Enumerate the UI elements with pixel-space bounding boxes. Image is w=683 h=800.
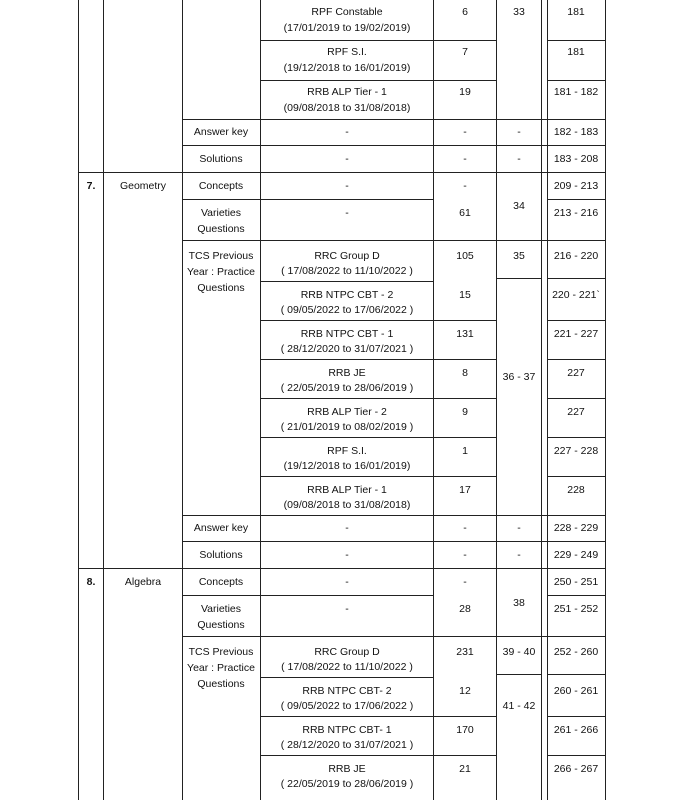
section-label: Varieties Questions	[197, 207, 245, 235]
exam-name: RRB ALP Tier - 1	[307, 86, 387, 98]
exam-period: ( 22/05/2019 to 28/06/2019 )	[280, 778, 414, 790]
exam-period: ( 28/12/2020 to 31/07/2021 )	[280, 343, 414, 355]
exam-name: RRB NTPC CBT- 2	[302, 685, 392, 697]
question-count: 28	[459, 603, 471, 615]
exam-name: RRB NTPC CBT- 1	[302, 724, 392, 736]
question-count: 170	[456, 724, 474, 736]
page-range: 181	[567, 6, 585, 18]
page-range: 221 - 227	[553, 328, 599, 340]
row-border	[547, 119, 605, 120]
exam-period: ( 09/05/2022 to 17/06/2022 )	[280, 304, 414, 316]
exam-name: RRB ALP Tier - 2	[307, 406, 387, 418]
column-border	[547, 0, 548, 800]
row-border	[547, 320, 605, 321]
row-border	[182, 541, 605, 542]
page-range: 181	[567, 46, 585, 58]
section-label: Varieties Questions	[197, 603, 245, 631]
row-border	[182, 240, 605, 241]
section-mid: -	[345, 207, 349, 219]
question-count: 105	[456, 250, 474, 262]
chapter-topic: Geometry	[119, 180, 167, 192]
question-count: 12	[459, 685, 471, 697]
chapter-number: 7.	[86, 180, 96, 192]
question-count: 19	[459, 86, 471, 98]
row-border	[547, 476, 605, 477]
question-count: 131	[456, 328, 474, 340]
exam-period: ( 21/01/2019 to 08/02/2019 )	[280, 421, 414, 433]
question-count: 17	[459, 484, 471, 496]
row-border	[547, 674, 605, 675]
exercise-number: -	[517, 549, 521, 561]
page-range: 229 - 249	[553, 549, 599, 561]
exam-period: ( 17/08/2022 to 11/10/2022 )	[281, 265, 413, 277]
row-border	[547, 359, 605, 360]
page-range: 266 - 267	[553, 763, 599, 775]
column-border	[260, 0, 261, 800]
exercise-number: 34	[513, 200, 525, 212]
exam-period: ( 22/05/2019 to 28/06/2019 )	[280, 382, 414, 394]
section-mid: -	[345, 153, 349, 165]
page-range: 183 - 208	[553, 153, 599, 165]
question-count: 231	[456, 646, 474, 658]
row-border	[547, 40, 605, 41]
exercise-number: -	[517, 126, 521, 138]
chapter-number: 8.	[86, 576, 96, 588]
row-border	[547, 755, 605, 756]
exam-name: RPF S.I.	[327, 445, 367, 457]
column-border	[605, 0, 606, 800]
question-count: 21	[459, 763, 471, 775]
section-mid: -	[345, 522, 349, 534]
row-border	[547, 199, 605, 200]
page-range: 227	[567, 406, 585, 418]
exercise-number: 39 - 40	[502, 646, 536, 658]
question-count: 15	[459, 289, 471, 301]
section-mid: -	[345, 549, 349, 561]
exam-name: RRB JE	[328, 367, 366, 379]
question-count: -	[463, 549, 467, 561]
row-border	[547, 716, 605, 717]
question-count: 61	[459, 207, 471, 219]
exam-name: RRB JE	[328, 763, 366, 775]
section-mid: -	[345, 603, 349, 615]
section-label: Answer key	[193, 126, 249, 138]
row-border	[182, 199, 433, 200]
column-border	[433, 0, 434, 800]
page-range: 220 - 221`	[552, 289, 600, 301]
row-border	[260, 398, 497, 399]
row-border	[260, 281, 433, 282]
row-border	[182, 119, 497, 120]
row-border	[78, 568, 605, 569]
exercise-number: 36 - 37	[502, 371, 536, 383]
exam-period: (09/08/2018 to 31/08/2018)	[283, 102, 411, 114]
page-range: 260 - 261	[553, 685, 599, 697]
row-border	[182, 595, 433, 596]
exam-period: (19/12/2018 to 16/01/2019)	[283, 62, 411, 74]
exam-period: ( 17/08/2022 to 11/10/2022 )	[281, 661, 413, 673]
question-count: 1	[462, 445, 468, 457]
page-range: 252 - 260	[553, 646, 599, 658]
exam-name: RPF S.I.	[327, 46, 367, 58]
row-border	[78, 172, 605, 173]
row-border	[260, 80, 497, 81]
row-border	[260, 40, 497, 41]
section-mid: -	[345, 576, 349, 588]
page-range: 250 - 251	[553, 576, 599, 588]
question-count: 9	[462, 406, 468, 418]
question-count: 8	[462, 367, 468, 379]
row-border	[182, 515, 605, 516]
exam-period: (09/08/2018 to 31/08/2018)	[283, 499, 411, 511]
chapter-topic: Algebra	[124, 576, 162, 588]
column-border	[103, 0, 104, 800]
page-range: 261 - 266	[553, 724, 599, 736]
page-range: 216 - 220	[553, 250, 599, 262]
section-label: Concepts	[198, 180, 244, 192]
page-range: 227	[567, 367, 585, 379]
column-border	[182, 0, 183, 800]
question-count: 7	[462, 46, 468, 58]
exam-period: ( 28/12/2020 to 31/07/2021 )	[280, 739, 414, 751]
row-border	[547, 437, 605, 438]
exam-period: (19/12/2018 to 16/01/2019)	[283, 460, 411, 472]
row-border	[547, 80, 605, 81]
row-border	[260, 437, 497, 438]
column-border	[78, 0, 79, 800]
page-range: 228	[567, 484, 585, 496]
row-border	[497, 278, 541, 279]
row-border	[547, 278, 605, 279]
exercise-number: 33	[513, 6, 525, 18]
exam-period: ( 09/05/2022 to 17/06/2022 )	[280, 700, 414, 712]
row-border	[260, 755, 497, 756]
row-border	[182, 636, 605, 637]
question-count: -	[463, 576, 467, 588]
exam-period: (17/01/2019 to 19/02/2019)	[283, 22, 411, 34]
question-count: -	[463, 153, 467, 165]
section-label: Concepts	[198, 576, 244, 588]
column-border	[541, 0, 542, 800]
row-border	[260, 677, 433, 678]
tcs-previous-year-label: TCS Previous Year : Practice Questions	[187, 646, 255, 690]
question-count: 6	[462, 6, 468, 18]
row-border	[547, 398, 605, 399]
section-label: Solutions	[199, 153, 243, 165]
row-border	[497, 674, 541, 675]
row-border	[182, 145, 605, 146]
row-border	[260, 716, 497, 717]
exercise-number: 35	[513, 250, 525, 262]
page-range: 209 - 213	[553, 180, 599, 192]
section-label: Answer key	[193, 522, 249, 534]
tcs-previous-year-label: TCS Previous Year : Practice Questions	[187, 250, 255, 294]
row-border	[497, 119, 541, 120]
section-mid: -	[345, 180, 349, 192]
section-label: Solutions	[199, 549, 243, 561]
page-range: 181 - 182	[553, 86, 599, 98]
page-range: 251 - 252	[553, 603, 599, 615]
exercise-number: -	[517, 522, 521, 534]
exam-name: RRB NTPC CBT - 1	[300, 328, 394, 340]
exam-name: RRB NTPC CBT - 2	[300, 289, 394, 301]
question-count: -	[463, 126, 467, 138]
question-count: -	[463, 180, 467, 192]
exam-name: RRC Group D	[314, 646, 380, 658]
question-count: -	[463, 522, 467, 534]
exam-name: RPF Constable	[311, 6, 383, 18]
page-range: 227 - 228	[553, 445, 599, 457]
exercise-number: -	[517, 153, 521, 165]
row-border	[547, 595, 605, 596]
exercise-number: 38	[513, 597, 525, 609]
exam-name: RRB ALP Tier - 1	[307, 484, 387, 496]
column-border	[496, 0, 497, 800]
row-border	[260, 359, 497, 360]
row-border	[260, 476, 497, 477]
page-range: 213 - 216	[553, 207, 599, 219]
page-range: 182 - 183	[553, 126, 599, 138]
exercise-number: 41 - 42	[502, 700, 536, 712]
page-range: 228 - 229	[553, 522, 599, 534]
section-mid: -	[345, 126, 349, 138]
exam-name: RRC Group D	[314, 250, 380, 262]
row-border	[260, 320, 497, 321]
